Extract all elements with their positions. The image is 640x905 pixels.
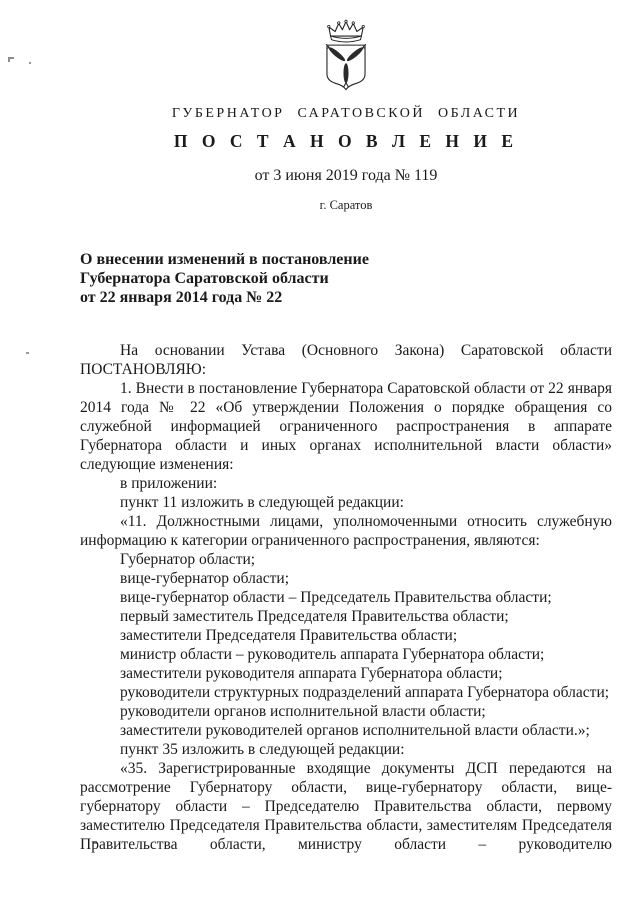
document-title-line: Губернатора Саратовской области (80, 270, 329, 287)
list-item: заместители руководителей органов исполнительной власти области.»; (120, 722, 590, 739)
paragraph-point-35-text: «35. Зарегистрированные входящие документы ДСП передаются на рассмотрение Губернатору области, вице-губернатору области, вице-губернатору области – Председателю Правительства области, первому заместителю Председателя Правительства области, заместителям Председателя Правительства области, министру области – руководителю (80, 760, 612, 853)
list-item: вице-губернатор области – Председатель Правительства области; (120, 589, 552, 606)
document-type-heading: П О С Т А Н О В Л Е Н И Е (173, 131, 519, 151)
list-item: Губернатор области; (120, 551, 256, 568)
scan-speck (29, 62, 31, 64)
paragraph-point-35: пункт 35 изложить в следующей редакции: (120, 741, 405, 758)
list-item: первый заместитель Председателя Правительства области; (120, 608, 509, 625)
paragraph-point-11-text: «11. Должностными лицами, уполномоченными относить служебную информацию к категории ограниченного распространения, являются: (80, 513, 612, 549)
paragraph-annex: в приложении: (120, 475, 218, 492)
document-date-number: от 3 июня 2019 года № 119 (254, 167, 438, 184)
paragraph-point-11: пункт 11 изложить в следующей редакции: (120, 494, 404, 511)
document-title-line: от 22 января 2014 года № 22 (80, 289, 283, 306)
saratov-coat-of-arms-icon (317, 18, 375, 94)
list-item: заместители Председателя Правительства области; (120, 627, 458, 644)
scan-speck (26, 352, 29, 354)
list-item: руководители структурных подразделений аппарата Губернатора области; (120, 684, 610, 701)
document-title (80, 250, 612, 307)
list-item: руководители органов исполнительной власти области; (120, 703, 486, 720)
paragraph-item-1: 1. Внести в постановление Губернатора Саратовской области от 22 января 2014 года № 22 «Об утверждении Положения о порядке обращения со служебной информацией ограниченного распространения в аппарате Губернатора области и иных органах исполнительной власти области» следующие изменения: (80, 380, 612, 473)
paragraph-basis: На основании Устава (Основного Закона) Саратовской области ПОСТАНОВЛЯЮ: (80, 342, 612, 378)
document-title-line: О внесении изменений в постановление (80, 251, 369, 268)
document-body (80, 341, 612, 854)
document-page (80, 0, 612, 854)
list-item: вице-губернатор области; (120, 570, 290, 587)
list-item: заместители руководителя аппарата Губернатора области; (120, 665, 503, 682)
scan-speck (8, 57, 14, 62)
document-place: г. Саратов (319, 198, 373, 212)
list-item: министр области – руководитель аппарата Губернатора области; (120, 646, 545, 663)
issuing-authority: ГУБЕРНАТОР САРАТОВСКОЙ ОБЛАСТИ (171, 106, 521, 121)
